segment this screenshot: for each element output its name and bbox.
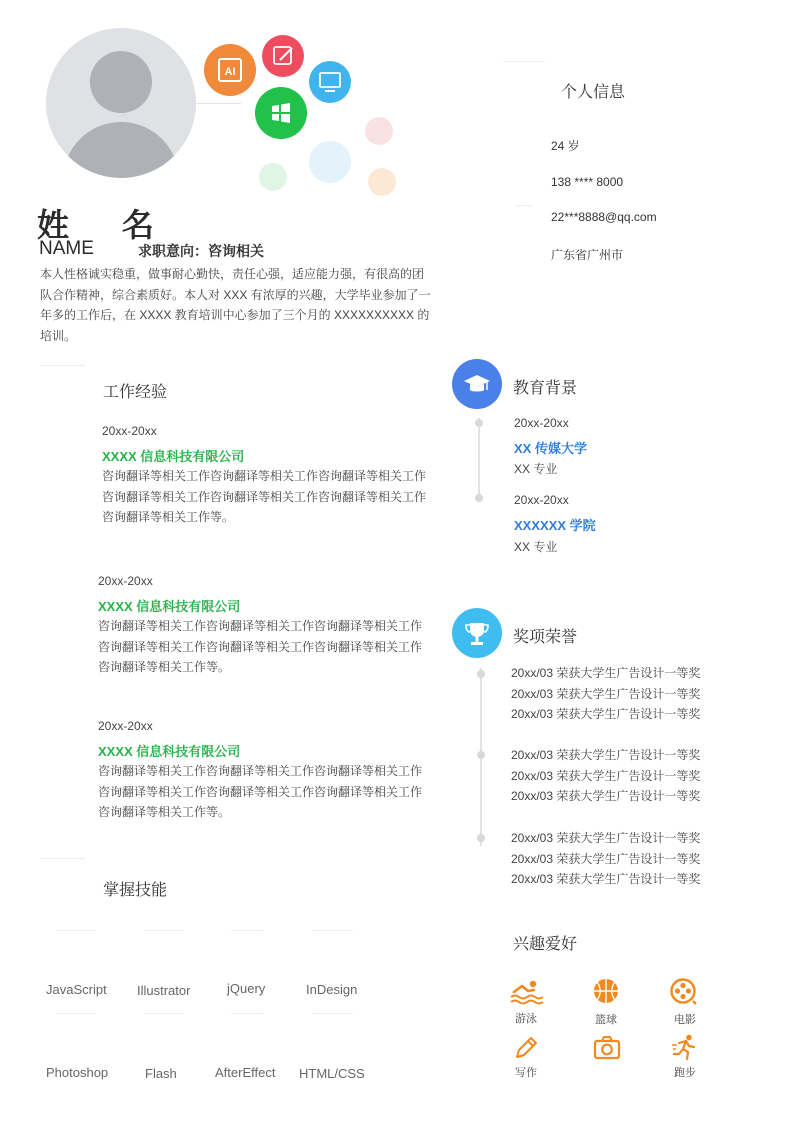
work-description: 咨询翻译等相关工作咨询翻译等相关工作咨询翻译等相关工作咨询翻译等相关工作咨询翻译等相关工作咨询翻译等相关工作咨询翻译等相关工作等。 (98, 619, 423, 674)
skill-item: jQuery (227, 981, 266, 996)
info-divider (516, 205, 532, 206)
skills-title: 掌握技能 (103, 882, 168, 899)
trophy-icon (452, 608, 502, 658)
award-item: 20xx/03 荣获大学生广告设计一等奖 (511, 707, 701, 721)
edit-icon (262, 35, 304, 77)
timeline-dot (475, 419, 483, 427)
work-divider (40, 365, 86, 366)
hobby-label-movie: 电影 (674, 1014, 696, 1026)
ai-icon (204, 44, 256, 96)
skill-item: AfterEffect (215, 1065, 276, 1080)
name-en: NAME (39, 238, 94, 259)
skill-item: InDesign (306, 982, 358, 997)
skill-divider (144, 930, 184, 931)
education-timeline (478, 418, 480, 498)
age: 24 岁 (551, 139, 580, 153)
pencil-icon (512, 1034, 540, 1067)
skill-divider (231, 1013, 263, 1014)
school-name: XX 传媒大学 (514, 441, 587, 456)
award-item: 20xx/03 荣获大学生广告设计一等奖 (511, 768, 701, 783)
school-name: XXXXXX 学院 (514, 518, 596, 533)
svg-text:AI: AI (224, 66, 236, 78)
timeline-dot (477, 751, 485, 759)
timeline-dot (475, 494, 483, 502)
work-description: 咨询翻译等相关工作咨询翻译等相关工作咨询翻译等相关工作咨询翻译等相关工作咨询翻译等相关工作咨询翻译等相关工作咨询翻译等相关工作等。 (102, 469, 427, 524)
skill-divider (56, 930, 96, 931)
decor-bubble-blue (309, 141, 351, 183)
award-item: 20xx/03 荣获大学生广告设计一等奖 (511, 666, 701, 680)
skill-divider (313, 930, 353, 931)
award-item: 20xx/03 荣获大学生广告设计一等奖 (511, 851, 701, 866)
work-company: XXXX 信息科技有限公司 (102, 449, 245, 464)
award-item: 20xx/03 荣获大学生广告设计一等奖 (511, 789, 701, 803)
award-item: 20xx/03 荣获大学生广告设计一等奖 (511, 748, 701, 762)
phone: 138 **** 8000 (551, 175, 624, 189)
hobby-label-basketball: 篮球 (595, 1014, 617, 1026)
running-icon (670, 1033, 698, 1066)
swimming-icon (508, 978, 544, 1011)
award-group (511, 663, 700, 725)
skill-divider (231, 930, 263, 931)
timeline-dot (477, 834, 485, 842)
hobbies-title: 兴趣爱好 (513, 936, 578, 953)
award-item: 20xx/03 荣获大学生广告设计一等奖 (511, 686, 701, 701)
timeline-dot (477, 670, 485, 678)
hobby-label-writing: 写作 (515, 1067, 537, 1079)
camera-icon (593, 1035, 621, 1066)
skill-item: HTML/CSS (299, 1066, 365, 1081)
work-date: 20xx-20xx (98, 574, 153, 588)
award-group (511, 828, 700, 890)
work-company: XXXX 信息科技有限公司 (98, 599, 241, 614)
self-introduction: 本人性格诚实稳重，做事耐心勤快，责任心强，适应能力强，有很高的团队合作精神，综合素质好。本人对 XXX 有浓厚的兴趣，大学毕业参加了一年多的工作后，在 XXXX 教育培训中心参加了三个月的 XXXXXXXXXX 的培训。 (40, 267, 431, 343)
work-date: 20xx-20xx (102, 424, 157, 438)
skill-divider (56, 1013, 96, 1014)
monitor-icon (309, 61, 351, 103)
award-group (511, 745, 700, 807)
job-objective: 求职意向：咨询相关 (138, 243, 264, 259)
education-date: 20xx-20xx (514, 493, 569, 507)
skill-item: Flash (145, 1066, 177, 1081)
award-item: 20xx/03 荣获大学生广告设计一等奖 (511, 831, 701, 845)
award-item: 20xx/03 荣获大学生广告设计一等奖 (511, 872, 701, 886)
basketball-icon (592, 977, 620, 1010)
personal-divider (503, 61, 545, 62)
skill-divider (313, 1013, 353, 1014)
work-date: 20xx-20xx (98, 719, 153, 733)
work-experience-title: 工作经验 (103, 384, 168, 401)
skills-divider (40, 858, 86, 859)
film-reel-icon (669, 977, 697, 1010)
windows-icon (255, 87, 307, 139)
major: XX 专业 (514, 462, 558, 476)
graduation-cap-icon (452, 359, 502, 409)
work-company: XXXX 信息科技有限公司 (98, 744, 241, 759)
decor-bubble-green (259, 163, 287, 191)
name-cn: 姓 名 (37, 207, 176, 243)
skill-item: Photoshop (46, 1065, 109, 1080)
education-title: 教育背景 (513, 380, 578, 397)
skill-item: JavaScript (46, 982, 107, 997)
personal-info-title: 个人信息 (561, 84, 626, 101)
email: 22***8888@qq.com (551, 210, 657, 224)
avatar-divider (196, 103, 241, 104)
avatar (46, 28, 196, 178)
hobby-label-swimming: 游泳 (515, 1013, 537, 1025)
decor-bubble-orange (368, 168, 396, 196)
skill-item: Illustrator (137, 983, 191, 998)
skill-divider (144, 1013, 184, 1014)
hobby-label-running: 跑步 (674, 1067, 696, 1079)
location: 广东省广州市 (551, 248, 624, 262)
education-date: 20xx-20xx (514, 416, 569, 430)
awards-title: 奖项荣誉 (513, 629, 578, 646)
work-description: 咨询翻译等相关工作咨询翻译等相关工作咨询翻译等相关工作咨询翻译等相关工作咨询翻译等相关工作咨询翻译等相关工作咨询翻译等相关工作等。 (98, 764, 423, 819)
decor-bubble-pink (365, 117, 393, 145)
major: XX 专业 (514, 540, 558, 554)
